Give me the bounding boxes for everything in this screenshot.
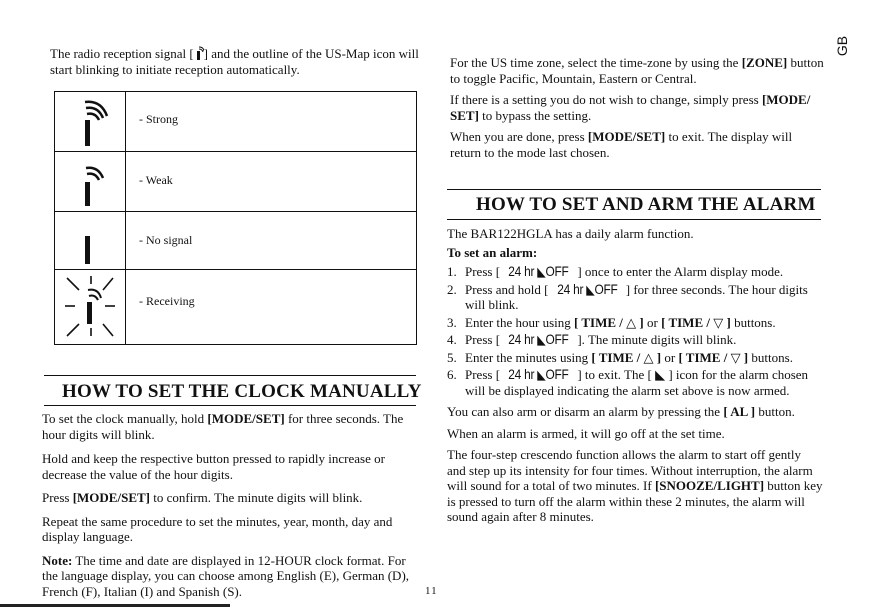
time-down-key: [ TIME / ▽ ] bbox=[661, 314, 731, 330]
time-up-key: [ TIME / △ ] bbox=[591, 349, 662, 365]
mode-set-key: [MODE/ SET] bbox=[450, 92, 811, 123]
time-down-key: [ TIME / ▽ ] bbox=[678, 349, 749, 365]
reception-intro bbox=[50, 46, 430, 77]
alarm-steps bbox=[447, 264, 823, 398]
text: The time and date are displayed in 12-HOUR clock format. For the language display, you can choose among English (E), German (D), French (F), Italian (I) and Spanish (S). bbox=[42, 552, 410, 599]
text: When you are done, press bbox=[450, 129, 588, 144]
heading-rule-top bbox=[447, 189, 821, 190]
signal-strong-icon bbox=[61, 96, 111, 148]
subheading: To set an alarm: bbox=[447, 244, 538, 260]
text: Press bbox=[42, 490, 73, 505]
alarm-key-label: 24 hr ◣OFF bbox=[556, 280, 618, 297]
text: or bbox=[661, 349, 679, 365]
heading-rule-bottom bbox=[44, 405, 416, 406]
antenna-icon bbox=[194, 46, 204, 60]
list-item: 2. Press and hold [ 24 hr ◣OFF ] for three seconds. The hour digits will blink. bbox=[447, 280, 808, 312]
text: buttons. bbox=[748, 349, 793, 365]
clock-manual-body bbox=[42, 411, 422, 599]
alarm-bell-icon: ◣ bbox=[655, 367, 666, 382]
text: When an alarm is armed, it will go off at the set time. bbox=[447, 425, 725, 441]
text: Press [ bbox=[465, 264, 504, 279]
signal-receiving-icon bbox=[61, 272, 121, 342]
alarm-heading: HOW TO SET AND ARM THE ALARM bbox=[476, 194, 816, 215]
text: The BAR122HGLA has a daily alarm function. bbox=[447, 226, 694, 241]
text: Enter the hour using bbox=[465, 314, 575, 330]
text: button to toggle Pacific, Mountain, Eastern or Central. bbox=[450, 55, 824, 86]
text: ]. The minute digits will blink. bbox=[574, 332, 737, 347]
bottom-rule bbox=[0, 604, 230, 607]
zone-key: [ZONE] bbox=[741, 55, 788, 70]
text: to bypass the setting. bbox=[478, 107, 592, 123]
text: You can also arm or disarm an alarm by pressing the bbox=[447, 404, 724, 419]
signal-row-weak bbox=[55, 152, 416, 212]
intro-text-a: The radio reception signal [ bbox=[50, 46, 194, 61]
text: To set the clock manually, hold bbox=[42, 411, 208, 426]
text: for three seconds. The hour digits will blink. bbox=[42, 411, 404, 442]
list-item: 1. Press [ 24 hr ◣OFF ] once to enter the Alarm display mode. bbox=[447, 263, 784, 279]
text: to confirm. The minute digits will blink. bbox=[150, 490, 363, 505]
signal-label-strong: - Strong bbox=[139, 112, 178, 126]
alarm-key-label: 24 hr ◣OFF bbox=[508, 331, 569, 347]
text: buttons. bbox=[730, 314, 776, 330]
list-item: 4. Press [ 24 hr ◣OFF ]. The minute digits will blink. bbox=[447, 331, 737, 347]
signal-strength-table bbox=[54, 91, 417, 345]
text: or bbox=[643, 314, 662, 330]
snooze-light-key: [SNOOZE/LIGHT] bbox=[654, 478, 765, 493]
alarm-key-label: 24 hr ◣OFF bbox=[508, 366, 569, 382]
text: The four-step crescendo function allows the alarm to start off gently and step up its intensity for four times. Without interruption, the alarm will sound for a total of two minutes. If bbox=[447, 447, 813, 493]
intro-text-b: ] and the outline of the US-Map icon will start blinking to initiate reception automatically. bbox=[50, 46, 419, 77]
list-item: 3. Enter the hour using [ TIME / △ ] or [ TIME / ▽ ] buttons. bbox=[447, 314, 776, 330]
text: If there is a setting you do not wish to change, simply press bbox=[450, 92, 762, 107]
page-number: 11 bbox=[425, 585, 438, 597]
text: Press [ bbox=[465, 332, 504, 347]
heading-rule-bottom bbox=[447, 219, 821, 220]
text: ] icon for the alarm chosen will be displayed indicating the alarm set above is now armed. bbox=[465, 367, 809, 398]
signal-row-receiving bbox=[55, 270, 416, 344]
text: to exit. The display will return to the mode last chosen. bbox=[450, 129, 793, 160]
time-up-key: [ TIME / △ ] bbox=[574, 314, 644, 330]
text: For the US time zone, select the time-zone by using the bbox=[450, 55, 742, 70]
signal-label-receiving: - Receiving bbox=[139, 294, 195, 308]
heading-rule-top bbox=[44, 375, 416, 376]
clock-manual-heading: HOW TO SET THE CLOCK MANUALLY bbox=[62, 381, 422, 402]
mode-set-key: [MODE/SET] bbox=[587, 129, 666, 144]
signal-row-strong bbox=[55, 92, 416, 152]
signal-weak-icon bbox=[61, 156, 111, 208]
text: Press [ bbox=[465, 367, 504, 382]
mode-set-key: [MODE/SET] bbox=[207, 411, 285, 426]
text: Enter the minutes using bbox=[465, 349, 592, 365]
zone-instructions bbox=[450, 55, 825, 160]
note-label: Note: bbox=[42, 552, 73, 568]
signal-label-weak: - Weak bbox=[139, 173, 173, 187]
text: ] to exit. The [ bbox=[574, 367, 656, 382]
text: button key is pressed to turn off the alarm within these 2 minutes, the alarm will sound again after 8 minutes. bbox=[447, 478, 823, 524]
alarm-body bbox=[447, 226, 823, 525]
mode-set-key: [MODE/SET] bbox=[72, 490, 150, 505]
text: Press and hold [ bbox=[465, 281, 552, 297]
text: ] once to enter the Alarm display mode. bbox=[574, 264, 784, 279]
al-key: [ AL ] bbox=[723, 404, 756, 419]
signal-none-icon bbox=[61, 220, 111, 266]
alarm-key-label: 24 hr ◣OFF bbox=[508, 263, 569, 279]
text: Hold and keep the respective button pressed to rapidly increase or decrease the value of the hour digits. bbox=[42, 451, 385, 482]
language-tab: GB bbox=[834, 35, 851, 57]
text: ] for three seconds. The hour digits will blink. bbox=[465, 281, 808, 312]
text: Repeat the same procedure to set the minutes, year, month, day and display language. bbox=[42, 513, 393, 544]
list-item: 6. Press [ 24 hr ◣OFF ] to exit. The [ ◣ ] icon for the alarm chosen will be displayed indicating the alarm set above is now armed. bbox=[447, 366, 809, 398]
list-item: 5. Enter the minutes using [ TIME / △ ] or [ TIME / ▽ ] buttons. bbox=[447, 349, 793, 365]
signal-row-none bbox=[55, 212, 416, 270]
signal-label-none: - No signal bbox=[139, 233, 193, 247]
text: button. bbox=[755, 404, 795, 419]
